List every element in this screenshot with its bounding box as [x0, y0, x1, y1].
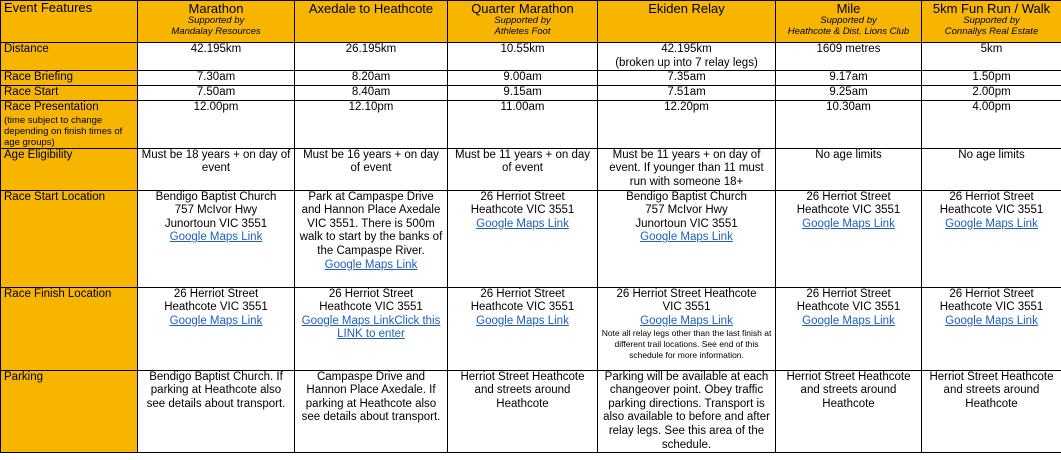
row-distance: [1, 43, 1061, 71]
row-label-text: Distance: [4, 43, 49, 55]
cell-text: 1609 metres: [816, 43, 881, 55]
event-header-axedale: [295, 1, 448, 43]
table-cell: [598, 43, 776, 71]
table-cell: [448, 71, 598, 86]
table-cell: [138, 43, 295, 71]
cell-text: Parking will be available at each changeover point. Obey traffic parking directions. Transport is also available to before and after relay legs. See this area of the schedule.: [603, 370, 770, 451]
cell-text: 8.20am: [351, 71, 391, 84]
google-maps-link[interactable]: Google Maps Link: [169, 231, 263, 244]
row-label-distance: [1, 43, 138, 71]
row-label-race-presentation: [1, 101, 138, 149]
cell-text: 7.50am: [196, 86, 236, 99]
cell-text: 11.00am: [500, 101, 545, 114]
row-label-race-finish-location: [1, 287, 138, 370]
google-maps-link[interactable]: Google Maps Link: [945, 217, 1038, 230]
table-cell: [138, 287, 295, 370]
event-title: Ekiden Relay: [648, 1, 725, 16]
cell-text: 1.50pm: [972, 71, 1011, 84]
table-cell: [922, 71, 1061, 86]
table-cell: [448, 287, 598, 370]
table-cell: [448, 101, 598, 149]
cell-text: 26 Herriot Street Heathcote VIC 3551: [796, 190, 901, 217]
cell-text: 9.17am: [829, 71, 868, 84]
table-cell: [776, 190, 922, 287]
table-cell: [776, 370, 922, 453]
table-cell: [598, 190, 776, 287]
table-cell: [448, 86, 598, 101]
cell-text: 12.20pm: [664, 101, 709, 114]
event-header-mile: [776, 1, 922, 43]
table-cell: [295, 71, 448, 86]
cell-text: 26 Herriot Street Heathcote VIC 3551: [939, 287, 1044, 314]
table-cell: [448, 148, 598, 190]
google-maps-link[interactable]: Google Maps Link: [802, 314, 895, 327]
cell-text: Herriot Street Heathcote and streets around Heathcote: [460, 370, 585, 410]
cell-text: 26 Herriot Street Heathcote VIC 3551: [319, 287, 423, 314]
table-cell: [776, 287, 922, 370]
table-cell: [448, 370, 598, 453]
row-label-text: Age Eligibility: [4, 148, 73, 161]
google-maps-link[interactable]: Google Maps Link: [476, 217, 569, 230]
cell-text: 26 Herriot Street Heathcote VIC 3551: [164, 287, 268, 314]
cell-text: Must be 11 years + on day of event. If younger than 11 must run with someone 18+: [609, 148, 764, 188]
row-race-start-location: [1, 190, 1061, 287]
event-header-marathon: [138, 1, 295, 43]
table-cell: [138, 71, 295, 86]
row-label-text: Parking: [4, 370, 43, 383]
table-cell: [922, 287, 1061, 370]
cell-text: No age limits: [815, 148, 882, 161]
cell-text: Herriot Street Heathcote and streets around Heathcote: [786, 370, 911, 410]
table-cell: [922, 190, 1061, 287]
event-title: Quarter Marathon: [471, 1, 574, 16]
cell-text: Campaspe Drive and Hannon Place Axedale. If parking at Heathcote also see details about transport.: [301, 370, 441, 424]
table-cell: [295, 148, 448, 190]
table-cell: [922, 370, 1061, 453]
google-maps-link[interactable]: Google Maps Link: [640, 314, 733, 327]
row-age-eligibility: [1, 148, 1061, 190]
row-label-text: Race Start: [4, 86, 59, 99]
table-cell: [776, 148, 922, 190]
event-title: Mile: [836, 1, 861, 16]
table-cell: [295, 101, 448, 149]
google-maps-link[interactable]: Google Maps Link: [476, 314, 569, 327]
table-cell: [138, 370, 295, 453]
cell-text: 7.51am: [667, 86, 706, 99]
event-header-quarter-marathon: [448, 1, 598, 43]
table-cell: [295, 86, 448, 101]
cell-text: 26 Herriot Street Heathcote VIC 3551: [470, 190, 575, 217]
row-label-race-start: [1, 86, 138, 101]
row-label-note: (time subject to change depending on finish times of age groups): [4, 114, 123, 148]
table-cell: [598, 86, 776, 101]
event-header-ekiden-relay: [598, 1, 776, 43]
table-cell: [138, 86, 295, 101]
cell-text: 12.00pm: [193, 101, 239, 114]
table-cell: [138, 190, 295, 287]
cell-text: Bendigo Baptist Church 757 McIvor Hwy Junortoun VIC 3551: [155, 190, 277, 230]
table-cell: [598, 148, 776, 190]
table-cell: [295, 370, 448, 453]
header-row: [1, 1, 1061, 43]
row-parking: [1, 370, 1061, 453]
cell-text: 4.00pm: [972, 101, 1011, 114]
corner-header: Event Features: [1, 1, 138, 43]
event-title: Marathon: [188, 1, 244, 16]
cell-text: 26 Herriot Street Heathcote VIC 3551: [796, 287, 901, 314]
google-maps-link[interactable]: Google Maps LinkClick this LINK to enter: [301, 314, 441, 341]
cell-text: Bendigo Baptist Church. If parking at Heathcote also see details about transport.: [146, 370, 286, 410]
event-title: Axedale to Heathcote: [308, 1, 434, 16]
table-cell: [922, 43, 1061, 71]
row-label-age-eligibility: [1, 148, 138, 190]
cell-text: Must be 11 years + on day of event: [455, 148, 590, 175]
cell-text: 12.10pm: [348, 101, 394, 114]
cell-text: 9.25am: [829, 86, 868, 99]
cell-text: 26.195km: [345, 43, 397, 55]
google-maps-link[interactable]: Google Maps Link: [640, 231, 733, 244]
table-cell: [598, 370, 776, 453]
google-maps-link[interactable]: Google Maps Link: [802, 217, 895, 230]
cell-text: 7.30am: [196, 71, 236, 84]
event-header-5km: [922, 1, 1061, 43]
table-cell: [776, 101, 922, 149]
table-cell: [138, 148, 295, 190]
table-cell: [598, 71, 776, 86]
row-label-text: Race Finish Location: [4, 287, 112, 300]
table-cell: [598, 101, 776, 149]
table-cell: [295, 190, 448, 287]
cell-text: 26 Herriot Street Heathcote VIC 3551: [470, 287, 575, 314]
row-race-finish-location: [1, 287, 1061, 370]
cell-text: 2.00pm: [972, 86, 1011, 99]
event-sponsor: Supported by Athletes Foot: [494, 15, 551, 37]
table-cell: [295, 287, 448, 370]
cell-text: 42.195km: [190, 43, 242, 55]
table-cell: [295, 43, 448, 71]
cell-text: 9.15am: [503, 86, 542, 99]
cell-text: Bendigo Baptist Church 757 McIvor Hwy Junortoun VIC 3551: [626, 190, 747, 230]
table-cell: [598, 287, 776, 370]
cell-text: 26 Herriot Street Heathcote VIC 3551: [939, 190, 1044, 217]
event-sponsor: Supported by Connallys Real Estate: [944, 15, 1039, 37]
table-cell: [776, 71, 922, 86]
cell-text: 10.55km: [500, 43, 545, 55]
row-label-text: Race Briefing: [4, 71, 74, 84]
cell-text: 10.30am: [826, 101, 871, 114]
cell-text: 9.00am: [503, 71, 542, 84]
row-label-race-start-location: [1, 190, 138, 287]
cell-note: Note all relay legs other than the last finish at different trail locations. See end of this schedule for more information.: [601, 328, 772, 361]
cell-text: 26 Herriot Street Heathcote VIC 3551: [616, 287, 757, 314]
google-maps-link[interactable]: Google Maps Link: [324, 258, 418, 271]
row-label-parking: [1, 370, 138, 453]
cell-text: Must be 18 years + on day of event: [141, 148, 291, 175]
cell-text: Herriot Street Heathcote and streets around Heathcote: [929, 370, 1054, 410]
cell-text: No age limits: [958, 148, 1025, 161]
google-maps-link[interactable]: Google Maps Link: [945, 314, 1038, 327]
table-cell: [922, 86, 1061, 101]
table-cell: [448, 190, 598, 287]
table-cell: [448, 43, 598, 71]
row-race-start: [1, 86, 1061, 101]
row-race-briefing: [1, 71, 1061, 86]
cell-text: 5km: [980, 43, 1003, 55]
table-cell: [776, 43, 922, 71]
cell-text: Park at Campaspe Drive and Hannon Place Axedale VIC 3551. There is 500m walk to start by the banks of the Campaspe River.: [299, 190, 443, 257]
cell-text: 8.40am: [351, 86, 391, 99]
table-cell: [138, 101, 295, 149]
event-sponsor: Supported by Heathcote & Dist. Lions Club: [787, 15, 910, 37]
cell-text: 42.195km (broken up into 7 relay legs): [615, 43, 758, 69]
cell-text: 7.35am: [667, 71, 706, 84]
row-label-race-briefing: [1, 71, 138, 86]
table-cell: [922, 148, 1061, 190]
row-label-text: Race Start Location: [4, 190, 106, 203]
google-maps-link[interactable]: Google Maps Link: [169, 314, 263, 327]
row-label-text: Race Presentation: [4, 101, 99, 114]
table-cell: [922, 101, 1061, 149]
event-title: 5km Fun Run / Walk: [932, 1, 1051, 16]
event-sponsor: Supported by Mandalay Resources: [171, 15, 261, 37]
row-race-presentation: [1, 101, 1061, 149]
table-cell: [776, 86, 922, 101]
cell-text: Must be 16 years + on day of event: [303, 148, 439, 175]
